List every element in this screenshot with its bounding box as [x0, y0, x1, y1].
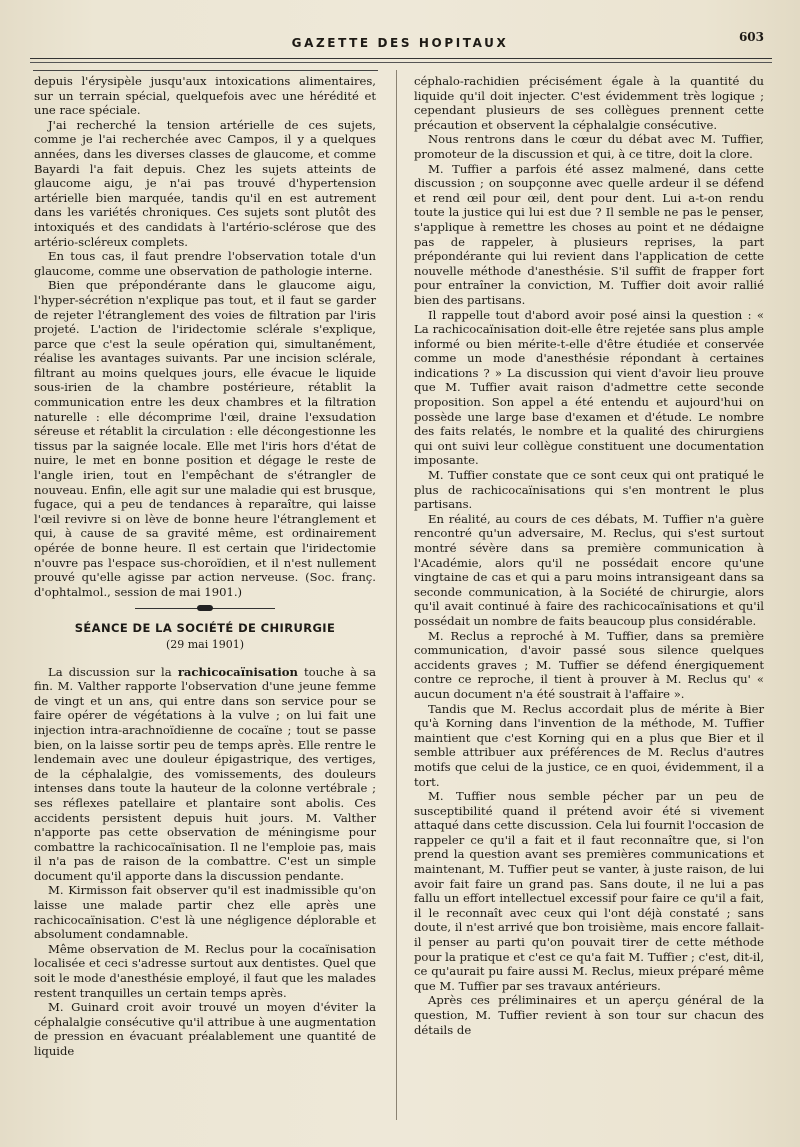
- paragraph: Même observation de M. Reclus pour la cocaïnisation localisée et ceci s'adresse surtout aux dentistes. Quel que soit le mode d'anesthésie employé, il faut que les malades restent tranquilles un certain temps après.: [34, 941, 376, 1000]
- paragraph: M. Kirmisson fait observer qu'il est inadmissible qu'on laisse une malade partir chez elle après une rachicocaïnisation. C'est là une négligence déplorable et absolument condamnable.: [34, 883, 376, 942]
- column-divider: [396, 70, 397, 1120]
- section-date: (29 mai 1901): [165, 637, 245, 651]
- paragraph: depuis l'érysipèle jusqu'aux intoxications alimentaires, sur un terrain spécial, quelquefois avec une hérédité et une race spéciale.: [34, 74, 376, 118]
- paragraph: Nous rentrons dans le cœur du débat avec M. Tuffier, promoteur de la discussion et qui, à ce titre, doit la clore.: [414, 132, 764, 161]
- header-rule: [30, 58, 772, 59]
- paragraph: M. Guinard croit avoir trouvé un moyen d'éviter la céphalalgie consécutive qu'il attribue à une augmentation de pression en évacuant préalablement une quantité de liquide: [34, 1000, 377, 1058]
- journal-title: GAZETTE DES HOPITAUX: [291, 36, 509, 50]
- column-top-rule: [33, 70, 378, 71]
- paragraph: Après ces préliminaires et un aperçu général de la question, M. Tuffier revient à son tour sur chacun des détails de: [414, 993, 764, 1037]
- paragraph: M. Tuffier constate que ce sont ceux qui ont pratiqué le plus de rachicocaïnisations qui s'en montrent le plus partisans.: [414, 468, 764, 512]
- keyword: rachicocaïnisation: [177, 664, 298, 679]
- paragraph: Bien que prépondérante dans le glaucome aigu, l'hyper-sécrétion n'explique pas tout, et il faut se garder de rejeter l'étranglement des voies de filtration par l'iris projeté. L'action de l'iridectomie sclérale s'explique, parce que c'est la seule opération qui, simultanément, réalise les avantages suivants. Par une incision sclérale, filtrant au moins quelques jours, elle évacue le liquide sous-irien de la chambre postérieure, rétablit la communication entre les deux chambres et la filtration naturelle : elle décomprime l'œil, draine l'exsudation séreuse et rétablit la circulation : elle décongestionne les tissus par la saignée locale. Elle met l'iris hors d'état de nuire, le met en bonne position et dégage le reste de l'angle irien, tout en l'empêchant de s'étrangler de nouveau. Enfin, elle agit sur une maladie qui est brusque, fugace, qui a peu de tendances à reparaître, qui laisse l'œil revivre si on lève de bonne heure l'étranglement et qui, à cause de sa gravité même, est ordinairement opérée de bonne heure. Il est certain que l'iridectomie n'ouvre pas l'espace sus-choroïdien, et il n'est nullement prouvé qu'elle agisse par action nerveuse. (Soc. franç. d'ophtalmol., session de mai 1901.): [34, 278, 376, 599]
- paragraph: [34, 665, 376, 884]
- right-column: [414, 74, 764, 1037]
- paragraph: céphalo-rachidien précisément égale à la quantité du liquide qu'il doit injecter. C'est évidemment très logique ; cependant plusieurs de ses collègues prennent cette précaution et observent la céphalalgie consécutive.: [414, 74, 764, 132]
- paragraph: J'ai recherché la tension artérielle de ces sujets, comme je l'ai recherchée avec Campos, il y a quelques années, dans les diverses classes de glaucome, et comme Bayardi l'a fait depuis. Chez les sujets atteints de glaucome aigu, je n'ai pas trouvé d'hypertension artérielle bien marquée, tandis qu'il en est autrement dans les variétés chroniques. Ces sujets sont plutôt des intoxiqués et des candidats à l'artério-sclérose que des artério-scléreux complets.: [34, 117, 376, 249]
- header-rule-double: [30, 62, 772, 63]
- page-number: 603: [738, 30, 764, 44]
- section-ornament: [135, 605, 275, 611]
- left-column: [34, 74, 376, 1059]
- paragraph-rest: touche à sa fin. M. Valther rapporte l'observation d'une jeune femme de vingt et un ans, qui entre dans son service pour se faire opérer de végétations à la vulve ; on lui fait une injection intra-arachnoïdienne de cocaïne ; tout se passe bien, on la laisse sortir peu de temps après. Elle rentre le lendemain avec une douleur épigastrique, des vertiges, de la céphalalgie, des vomissements, des douleurs intenses dans toute la hauteur de la colonne vertébrale ; ses réflexes patellaire et plantaire sont abolis. Ces accidents persistent depuis huit jours. M. Valther n'apporte pas cette observation de méningisme pour combattre la rachicocaïnisation. Il ne l'emploie pas, mais il n'a pas de raison de la combattre. C'est un simple document qu'il apporte dans la discussion pendante.: [34, 664, 376, 883]
- paragraph: M. Tuffier nous semble pécher par un peu de susceptibilité quand il prétend avoir été si vivement attaqué dans cette discussion. Cela lui fournit l'occasion de rappeler ce qu'il a fait et il faut reconnaître que, si l'on prend la question avant ses premières communications et maintenant, M. Tuffier peut se vanter, à juste raison, de lui avoir fait faire un grand pas. Sans doute, il ne lui a pas fallu un effort intellectuel excessif pour faire ce qu'il a fait, il le reconnaît avec ceux qui l'ont déjà constaté ; sans doute, il n'est arrivé que bon troisième, mais encore fallait-il penser au parti qu'on pouvait tirer de cette méthode pour la pratique et c'est ce qu'a fait M. Tuffier ; c'est, dit-il, ce qu'aurait pu faire aussi M. Reclus, mieux préparé même que M. Tuffier par ses travaux antérieurs.: [414, 789, 764, 993]
- section-title: SÉANCE DE LA SOCIÉTÉ DE CHIRURGIE: [74, 621, 336, 636]
- paragraph: M. Tuffier a parfois été assez malmené, dans cette discussion ; on soupçonne avec quelle ardeur il se défend et rend œil pour œil, dent pour dent. Lui a-t-on rendu toute la justice qui lui est due ? Il semble ne pas le penser, s'applique à remettre les choses au point et ne dédaigne pas de rappeler, à plusieurs reprises, la part prépondérante qui lui revient dans l'application de cette nouvelle méthode d'anesthésie. S'il suffit de frapper fort pour entraîner la conviction, M. Tuffier doit avoir rallié bien des partisans.: [414, 161, 764, 307]
- paragraph: Il rappelle tout d'abord avoir posé ainsi la question : « La rachicocaïnisation doit-elle être rejetée sans plus ample informé ou bien mérite-t-elle d'être étudiée et conservée comme un mode d'anesthésie répondant à certaines indications ? » La discussion qui vient d'avoir lieu prouve que M. Tuffier avait raison d'admettre cette seconde proposition. Son appel a été entendu et aujourd'hui on possède une large base d'examen et d'étude. Le nombre des faits relatés, le nombre et la qualité des chirurgiens qui ont suivi leur collègue constituent une documentation imposante.: [414, 307, 764, 468]
- paragraph: En tous cas, il faut prendre l'observation totale d'un glaucome, comme une observation de pathologie interne.: [34, 249, 376, 278]
- paragraph: M. Reclus a reproché à M. Tuffier, dans sa première communication, d'avoir passé sous silence quelques accidents graves ; M. Tuffier se défend énergiquement contre ce reproche, il tient à prouver à M. Reclus qu' « aucun document n'a été soustrait à l'affaire ».: [414, 628, 764, 701]
- paragraph-lead: La discussion sur la: [48, 664, 178, 679]
- paragraph: Tandis que M. Reclus accordait plus de mérite à Bier qu'à Korning dans l'invention de la méthode, M. Tuffier maintient que c'est Korning qui en a plus que Bier et il semble attribuer aux préférences de M. Reclus d'autres motifs que celui de la justice, ce en quoi, évidemment, il a tort.: [414, 701, 764, 789]
- paragraph: En réalité, au cours de ces débats, M. Tuffier n'a guère rencontré qu'un adversaire, M. Reclus, qui s'est surtout montré sévère dans sa première communication à l'Académie, alors qu'il ne possédait encore qu'une vingtaine de cas et qui a paru moins intransigeant dans sa seconde communication, à la Société de chirurgie, alors qu'il avait continué à faire des rachicocaïnisations et qu'il possédait un nombre de faits beaucoup plus considérable.: [414, 511, 764, 628]
- page-header: [30, 30, 770, 52]
